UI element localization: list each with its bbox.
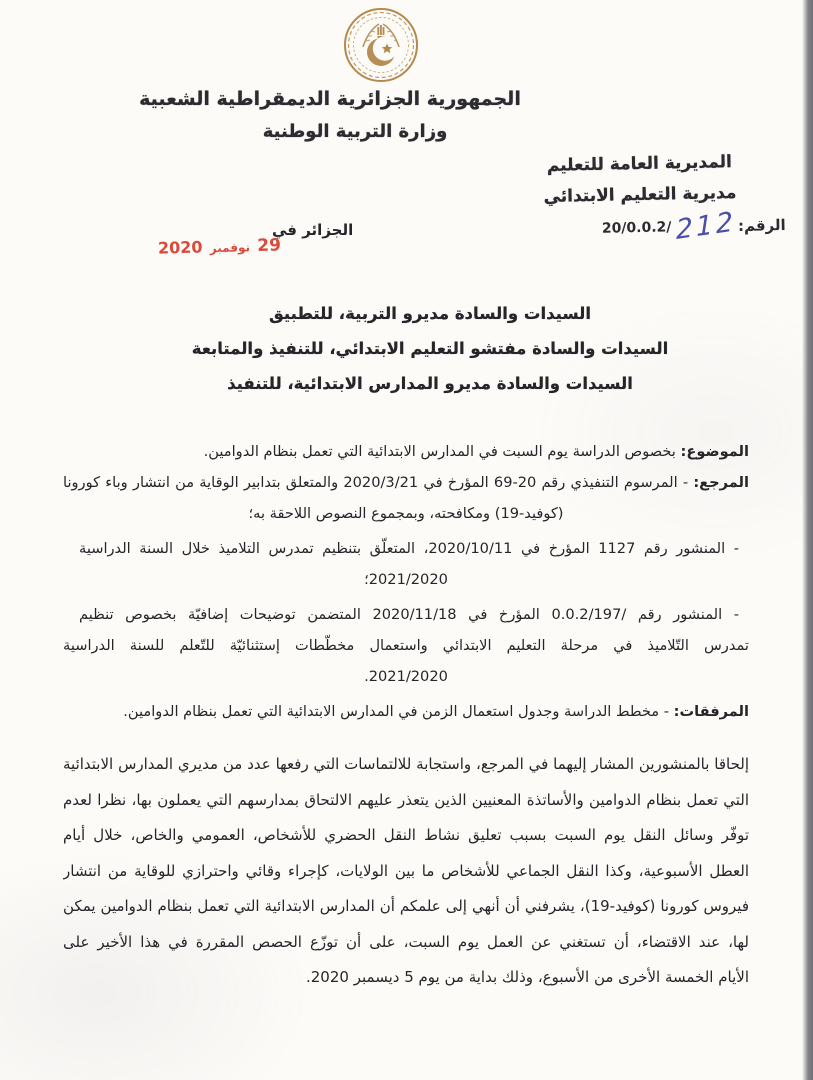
stamp-year: 2020 — [157, 237, 203, 258]
body-line: التي تعمل بنظام الدوامين والأساتذة المعنيين الذين يتعذر عليهم الالتحاق بمدارسهم التي يعملون بها، نظرا لعدم — [63, 790, 749, 809]
reference-item-circular-197-line-1 — [63, 599, 749, 630]
addressees-block — [40, 296, 813, 401]
printed-reference-number: 20/0.0.2/ — [601, 218, 672, 237]
body-line: فيروس كورونا (كوفيد-19)، يشرفني أن أنهي إلى علمكم أن المدارس الابتدائية التي تعمل بنظام الدوامين يمكن — [63, 897, 749, 915]
algeria-emblem-seal-icon — [341, 5, 421, 85]
attachments-label: المرفقات: — [673, 703, 749, 720]
directorate-block — [494, 146, 786, 247]
attachments-line — [63, 696, 749, 727]
body-line: الأيام الخمسة الأخرى من الأسبوع، وذلك بداية من يوم 5 ديسمبر 2020. — [305, 968, 749, 986]
reference-decree-text: - المرسوم التنفيذي رقم 20-69 المؤرخ في 2020/3/21 والمتعلق بتدابير الوقاية من انتشار وباء كورونا — [63, 474, 694, 491]
reference-item-decree-line-1 — [63, 467, 749, 498]
body-line: لها، عند الاقتضاء، أن تستغني عن العمل يوم السبت، على أن توزّع الحصص المقررة في هذا الأخير على — [63, 932, 749, 951]
subject-line — [63, 436, 749, 467]
attachments-text: - مخطط الدراسة وجدول استعمال الزمن في المدارس الابتدائية التي تعمل بنظام الدوامين. — [123, 703, 674, 720]
subject-label: الموضوع: — [680, 443, 749, 460]
addressee-line: السيدات والسادة مفتشو التعليم الابتدائي، للتنفيذ والمتابعة — [191, 339, 669, 358]
republic-title: الجمهورية الجزائرية الديمقراطية الشعبية — [139, 88, 521, 110]
circular-197-suffix: المؤرخ في 2020/11/18 المتضمن توضيحات إضافيّة بخصوص تنظيم — [79, 606, 552, 623]
reference-number-label: الرقم: — [737, 215, 786, 235]
reference-item-circular-197-line-3: 2021/2020. — [364, 668, 448, 685]
handwritten-reference-number: 212 — [675, 206, 737, 247]
addressee-line: السيدات والسادة مديرو المدارس الابتدائية، للتنفيذ — [227, 374, 633, 393]
reference-label: المرجع: — [693, 474, 749, 491]
stamp-month: نوفمبر — [209, 240, 251, 256]
ministry-title: وزارة التربية الوطنية — [262, 121, 448, 142]
reference-item-decree-line-2: (كوفيد-19) ومكافحته، وبمجموع النصوص اللاحقة به؛ — [248, 505, 564, 522]
subject-reference-block — [63, 436, 749, 727]
subject-text: بخصوص الدراسة يوم السبت في المدارس الابتدائية التي تعمل بنظام الدوامين. — [203, 443, 681, 460]
emblem-svg — [341, 5, 421, 85]
addressee-line: السيدات والسادة مديرو التربية، للتطبيق — [268, 304, 592, 323]
circular-197-number: 0.0.2/197/ — [551, 606, 627, 623]
body-line: العطل الأسبوعية، وكذا النقل الجماعي للأشخاص ما بين الولايات، كإجراء وقائي واحترازي للوقاية من انتشار — [63, 861, 749, 880]
body-line: توفّر وسائل النقل يوم السبت بسبب تعليق نشاط النقل الحضري للأشخاص، العمومي والخاص، خلال أيام — [63, 826, 749, 844]
body-paragraph — [63, 747, 749, 996]
body-line: إلحاقا بالمنشورين المشار إليهما في المرجع، واستجابة للالتماسات التي رفعها عدد من مديري المدارس الابتدائية — [63, 755, 749, 773]
scan-edge-shadow — [802, 0, 813, 1080]
reference-item-circular-197-line-2: تمدرس التّلاميذ في مرحلة التعليم الابتدائي واستعمال مخطّطات إستثنائيّة للتّعلم للسنة الدراسية — [63, 637, 749, 654]
directorate-line-2: مديرية التعليم الابتدائي — [543, 182, 737, 208]
reference-item-circular-1127-line-2: 2021/2020؛ — [364, 571, 448, 588]
reference-number-line — [495, 206, 786, 247]
date-stamp — [158, 235, 281, 258]
reference-item-circular-1127-line-1: - المنشور رقم 1127 المؤرخ في 2020/10/11، المتعلّق بتنظيم تمدرس التلاميذ خلال السنة الدراسية — [79, 540, 739, 557]
directorate-line-1: المديرية العامة للتعليم — [546, 152, 733, 176]
circular-197-prefix: - المنشور رقم — [626, 606, 739, 623]
stamp-day: 29 — [257, 235, 282, 257]
city-date-label: الجزائر في — [272, 221, 354, 239]
